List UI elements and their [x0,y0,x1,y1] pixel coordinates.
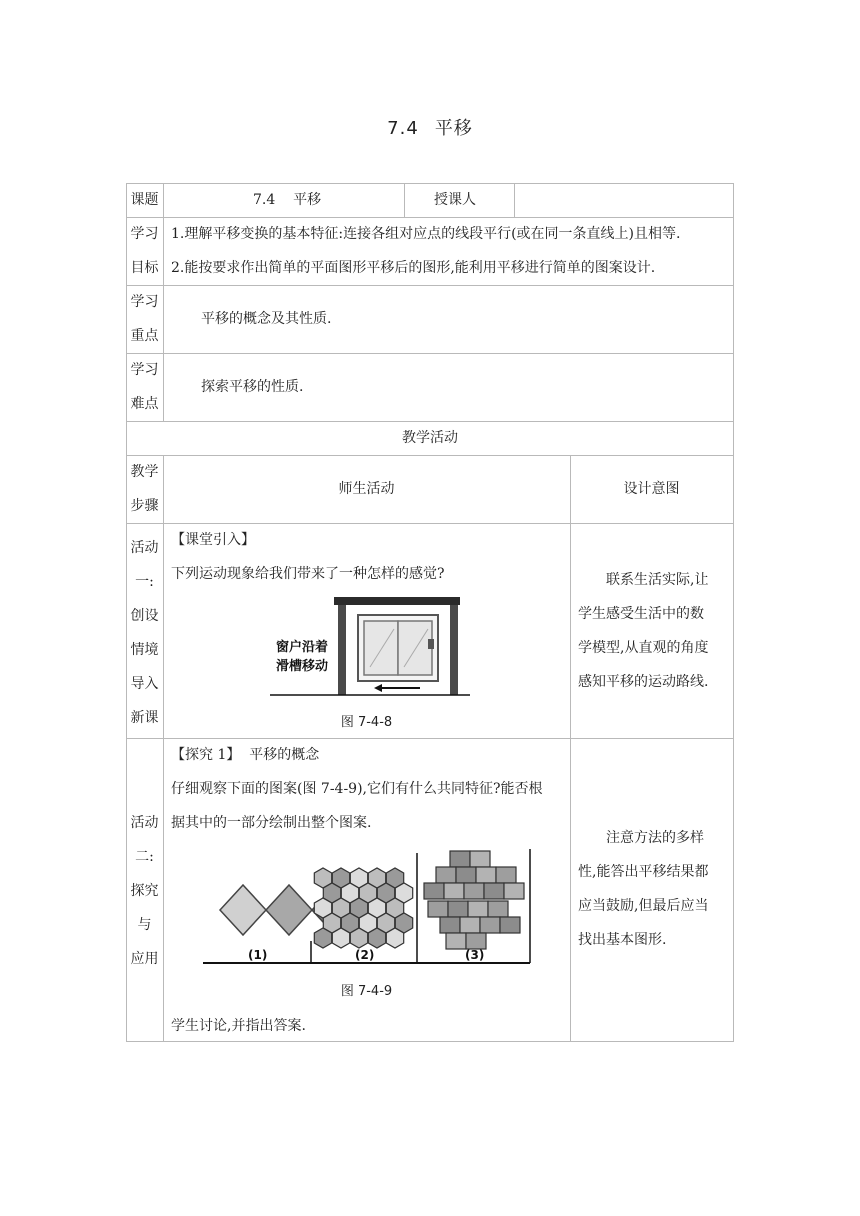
difficulty-label-line2: 难点 [130,396,159,412]
table-border-right [733,183,734,1042]
hexagon-shape [386,928,403,948]
hexagon-shape [332,928,349,948]
pattern-2-label: (2) [355,948,375,962]
activity1-intent-line: 联系生活实际,让 [606,572,709,588]
square-shape [484,883,504,899]
focus-label-line1: 学习 [130,294,159,310]
window-top-beam [334,597,460,605]
section-number: 7.4 [387,118,419,139]
window-pane-left [364,621,398,675]
activity2-intent-line: 应当鼓励,但最后应当 [578,898,709,914]
row-divider [126,353,734,354]
difficulty-label-line1: 学习 [130,362,159,378]
activity1-step-line: 导入 [130,676,159,692]
pattern-1-label: (1) [248,948,268,962]
col-divider [163,183,164,422]
activity2-question-line2: 据其中的一部分绘制出整个图案. [171,815,372,831]
figure-text-line1: 窗户沿着 [276,640,329,655]
figure-caption-748: 图 7-4-8 [340,715,393,730]
pattern-3-squares [424,851,524,949]
window-handle [428,639,434,649]
square-shape [480,917,500,933]
col-divider [163,455,164,1042]
square-shape [460,917,480,933]
window-left-post [338,605,346,695]
square-shape [456,867,476,883]
square-shape [436,867,456,883]
row-divider [126,455,734,456]
square-shape [470,851,490,867]
activity1-step-line: 一: [135,574,154,590]
pattern-3-label: (3) [465,948,485,962]
activity1-step [126,531,163,735]
activity1-step-line: 新课 [130,710,159,726]
activity1-intent-line: 学生感受生活中的数 [578,606,704,622]
hexagon-shape [350,928,367,948]
activity2-intent [578,821,728,957]
square-shape [504,883,524,899]
col-divider [404,183,405,218]
activity1-step-line: 情境 [130,642,159,658]
section-name: 平移 [434,118,473,139]
activity2-step-line: 二: [135,849,154,865]
square-shape [450,851,470,867]
activity1-step-line: 活动 [130,540,159,556]
activities-header: 教学活动 [402,430,458,446]
square-shape [440,917,460,933]
goals-label-line1: 学习 [130,226,159,242]
window-figure [270,595,470,700]
activity2-step-line: 应用 [130,951,159,967]
activity2-intent-line: 注意方法的多样 [606,830,704,846]
activity2-intent-line: 性,能答出平移结果都 [578,864,709,880]
square-shape [424,883,444,899]
figure-text-line2: 滑槽移动 [276,659,329,674]
steps-header-line2: 步骤 [130,498,159,514]
activity-header: 师生活动 [338,481,395,497]
activity2-step [126,806,163,976]
arrowhead-icon [374,684,382,692]
difficulty-text: 探索平移的性质. [201,379,304,395]
activity2-step-line: 探究 [130,883,159,899]
steps-header-line1: 教学 [130,464,159,480]
col-divider [570,455,571,1042]
activity2-step-line: 与 [137,917,152,933]
teacher-label: 授课人 [434,192,476,208]
goals-label-line2: 目标 [130,260,159,276]
page-title [0,114,860,140]
activity1-step-line: 创设 [130,608,159,624]
square-shape [428,901,448,917]
activity2-discussion: 学生讨论,并指出答案. [171,1018,306,1034]
window-pane-right [398,621,432,675]
square-shape [446,933,466,949]
diamond-shape [266,885,312,935]
activity2-step-line: 活动 [130,815,159,831]
focus-text: 平移的概念及其性质. [201,311,332,327]
figure-caption-749: 图 7-4-9 [340,984,393,999]
activity2-question-line1: 仔细观察下面的图案(图 7-4-9),它们有什么共同特征?能否根 [171,781,543,797]
translation-patterns-figure [200,845,535,970]
square-shape [448,901,468,917]
square-shape [500,917,520,933]
square-shape [476,867,496,883]
square-shape [496,867,516,883]
window-right-post [450,605,458,695]
activity1-intent [578,563,728,699]
topic-label: 课题 [130,192,159,208]
diamond-shape [220,885,266,935]
table-border-top [126,183,734,184]
square-shape [468,901,488,917]
activity1-question: 下列运动现象给我们带来了一种怎样的感觉? [171,566,445,582]
row-divider [126,285,734,286]
pattern-2-hexagons [314,868,412,948]
goal-item-1: 1.理解平移变换的基本特征:连接各组对应点的线段平行(或在同一条直线上)且相等. [171,226,681,242]
col-divider [514,183,515,218]
square-shape [488,901,508,917]
activity2-intent-line: 找出基本图形. [578,932,667,948]
square-shape [464,883,484,899]
intent-header: 设计意图 [623,481,680,497]
square-shape [466,933,486,949]
activity1-intent-line: 学模型,从直观的角度 [578,640,709,656]
activity2-heading: 【探究 1】 平移的概念 [171,747,320,763]
focus-label-line2: 重点 [130,328,159,344]
topic-value: 7.4 平移 [253,192,322,208]
hexagon-shape [368,928,385,948]
goal-item-2: 2.能按要求作出简单的平面图形平移后的图形,能利用平移进行简单的图案设计. [171,260,656,276]
hexagon-shape [314,928,331,948]
square-shape [444,883,464,899]
activity1-heading: 【课堂引入】 [171,532,255,548]
activity1-intent-line: 感知平移的运动路线. [578,674,709,690]
